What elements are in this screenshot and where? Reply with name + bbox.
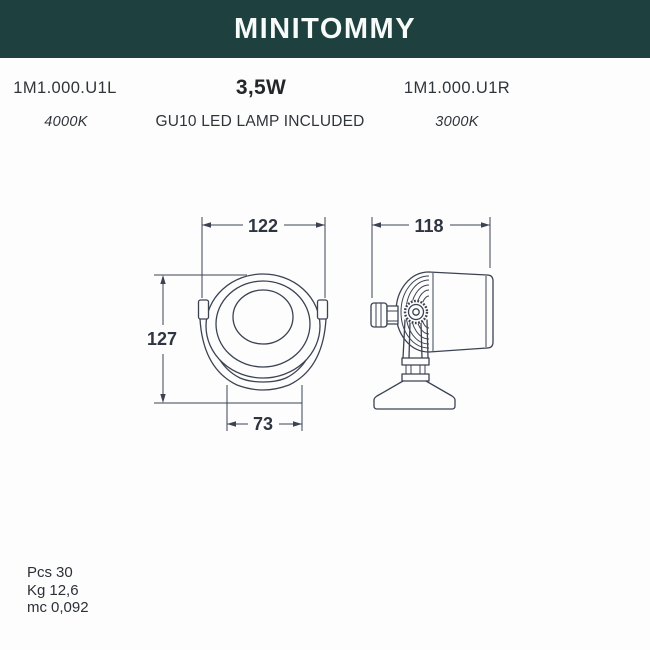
packaging-weight <box>27 582 89 600</box>
side-view <box>371 272 493 409</box>
product-title: MINITOMMY <box>233 12 417 45</box>
color-temp-left: 4000K <box>44 114 88 130</box>
packaging-info <box>27 564 89 617</box>
packaging-weight-value: 12,6 <box>49 581 79 599</box>
product-code-right: 1M1.000.U1R <box>403 79 511 97</box>
packaging-pieces-label: Pcs <box>27 564 53 581</box>
packaging-volume <box>27 599 89 617</box>
packaging-volume-value: 0,092 <box>51 599 89 617</box>
power-rating: 3,5W <box>235 76 287 99</box>
dim-front-width: 122 <box>247 216 279 236</box>
dim-front-height: 127 <box>146 329 178 349</box>
packaging-pieces-value: 30 <box>56 564 73 581</box>
packaging-pieces <box>27 564 89 582</box>
side-view-dimensions <box>372 216 490 298</box>
dim-side-depth: 118 <box>414 216 444 236</box>
packaging-volume-label: mc <box>27 599 47 617</box>
lamp-included-note: GU10 LED LAMP INCLUDED <box>155 113 365 130</box>
packaging-weight-label: Kg <box>27 581 46 599</box>
product-code-left: 1M1.000.U1L <box>13 79 117 97</box>
color-temp-right: 3000K <box>435 114 479 130</box>
dim-front-base-width: 73 <box>252 414 274 434</box>
front-view <box>199 274 328 390</box>
